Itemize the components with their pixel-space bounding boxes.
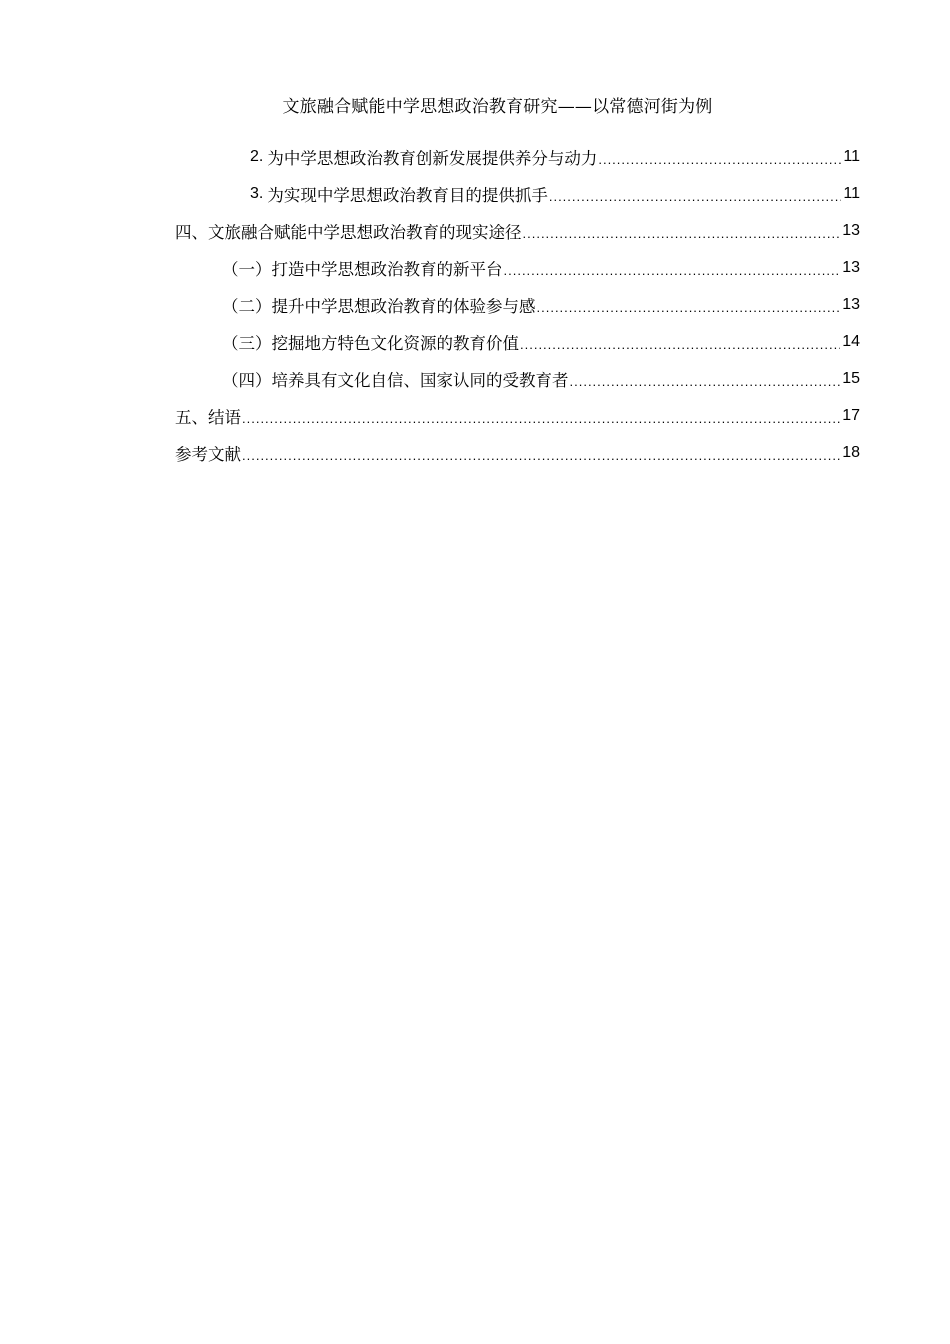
toc-entry-title: 文旅融合赋能中学思想政治教育的现实途径	[208, 222, 522, 242]
dot-leader	[549, 189, 842, 204]
toc-entry[interactable]	[175, 286, 860, 323]
toc-entry[interactable]	[175, 434, 860, 471]
dot-leader	[242, 411, 840, 426]
toc-entry-number: 四、	[175, 222, 208, 242]
toc-entry-title: 培养具有文化自信、国家认同的受教育者	[271, 370, 569, 390]
dot-leader	[537, 300, 841, 315]
dot-leader	[242, 448, 840, 463]
toc-entry-title: 打造中学思想政治教育的新平台	[271, 259, 503, 279]
toc-entry-title: 参考文献	[175, 444, 241, 464]
toc-entry[interactable]	[175, 397, 860, 434]
toc-entry-page: 18	[842, 443, 860, 461]
table-of-contents	[175, 138, 860, 471]
toc-entry-number: （一）	[222, 259, 272, 279]
toc-entry-page: 13	[842, 258, 860, 276]
toc-entry-page: 14	[842, 332, 860, 350]
dot-leader	[598, 152, 841, 167]
toc-entry-page: 17	[842, 406, 860, 424]
toc-entry-page: 13	[842, 221, 860, 239]
toc-entry-page: 11	[843, 147, 860, 165]
toc-entry-number: （三）	[222, 333, 272, 353]
toc-entry-number: （二）	[222, 296, 272, 316]
toc-entry-page: 11	[843, 184, 860, 202]
toc-entry[interactable]	[175, 360, 860, 397]
toc-entry-title: 为中学思想政治教育创新发展提供养分与动力	[267, 148, 598, 168]
toc-entry-page: 15	[842, 369, 860, 387]
toc-entry[interactable]	[175, 175, 860, 212]
dot-leader	[504, 263, 841, 278]
toc-entry-number: 五、	[175, 407, 208, 427]
dot-leader	[570, 374, 841, 389]
toc-entry[interactable]	[175, 323, 860, 360]
dot-leader	[520, 337, 840, 352]
running-header: 文旅融合赋能中学思想政治教育研究——以常德河街为例	[282, 97, 713, 117]
toc-entry-number: 3.	[250, 184, 264, 202]
toc-entry[interactable]	[175, 212, 860, 249]
dot-leader	[523, 226, 841, 241]
toc-entry-number: （四）	[222, 370, 272, 390]
toc-entry-number: 2.	[250, 147, 264, 165]
toc-entry-title: 结语	[208, 407, 241, 427]
toc-entry[interactable]	[175, 138, 860, 175]
toc-entry-title: 为实现中学思想政治教育目的提供抓手	[267, 185, 548, 205]
toc-entry[interactable]	[175, 249, 860, 286]
toc-entry-title: 挖掘地方特色文化资源的教育价值	[271, 333, 519, 353]
toc-entry-title: 提升中学思想政治教育的体验参与感	[271, 296, 536, 316]
toc-entry-page: 13	[842, 295, 860, 313]
